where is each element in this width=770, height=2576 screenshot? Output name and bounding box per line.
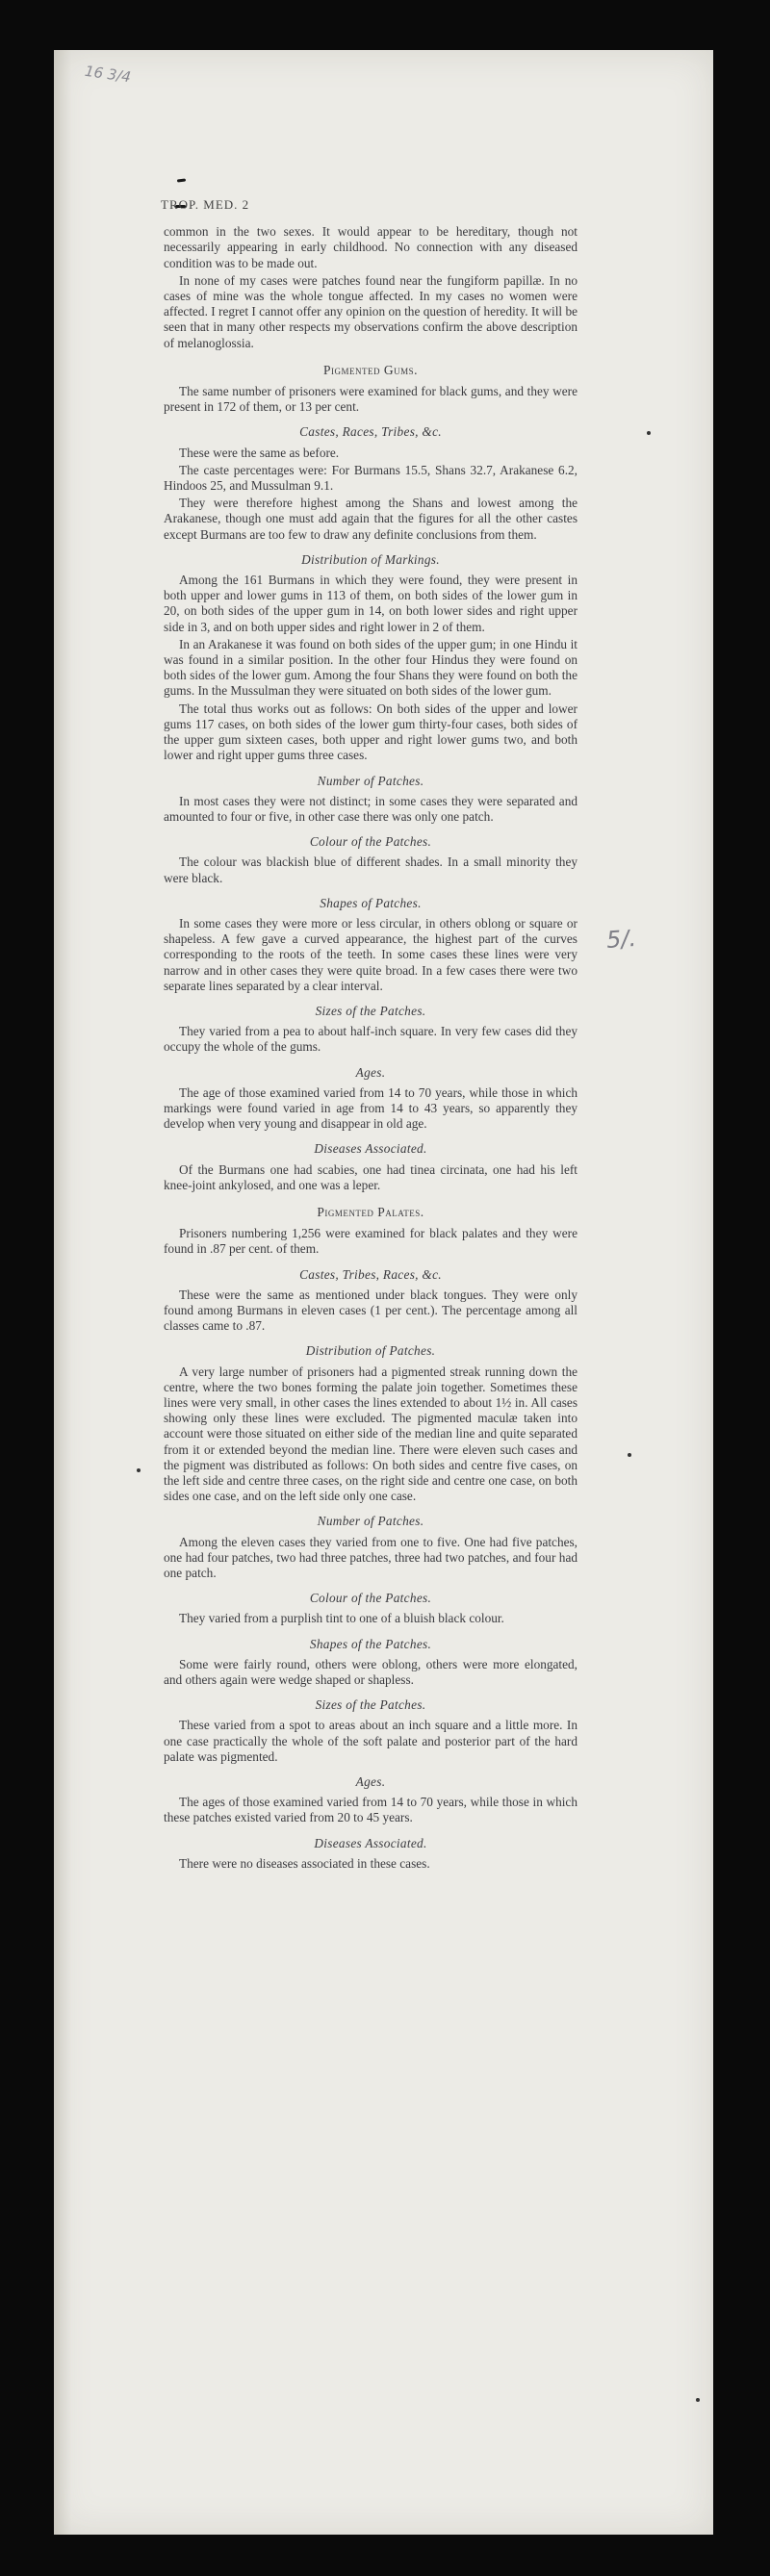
pencil-annotation-margin: 5/. — [605, 924, 637, 955]
paragraph: The caste percentages were: For Burmans 15.5, Shans 32.7, Arakanese 6.2, Hindoos 25, and Mussulman 9.1. — [164, 462, 578, 494]
speck — [647, 431, 651, 435]
pencil-annotation-reference: 16 3/4 — [83, 62, 133, 87]
speck — [628, 1453, 631, 1457]
subsection-title: Shapes of Patches. — [320, 895, 422, 910]
subsection-title: Number of Patches. — [317, 1514, 424, 1529]
text-column — [161, 197, 578, 1874]
subsection-title: Castes, Tribes, Races, &c. — [299, 1266, 442, 1282]
paragraph: Some were fairly round, others were oblong, others were more elongated, and others again were wedge shaped or shapless. — [164, 1656, 578, 1688]
ink-mark — [177, 178, 186, 182]
section-title-palates: Pigmented Palates. — [317, 1204, 424, 1219]
paragraph: These varied from a spot to areas about an inch square and a little more. In one case practically the whole of the soft palate and posterior part of the hard palate was pigmented. — [164, 1718, 578, 1764]
paragraph: The colour was blackish blue of different shades. In a small minority they were black. — [164, 854, 578, 885]
paragraph: In some cases they were more or less circular, in others oblong or square or shapeless. A few gave a curved appearance, the highest part of the curves corresponding to the roots of the teeth. In some cases these lines were very narrow and in other cases they were quite broad. In a few cases there were two separate lines separated by a clear interval. — [164, 915, 578, 993]
subsection-title: Ages. — [355, 1064, 386, 1080]
subsection-title: Castes, Races, Tribes, &c. — [299, 424, 442, 440]
paragraph: Among the 161 Burmans in which they were found, they were present in both upper and lower gums in 113 of them, on both sides of the lower gum in 20, on both sides of the upper gum in 14, on both lower sides and right upper side in 3, and on both upper sides and right lower in 2 of them. — [164, 573, 578, 634]
paragraph: These were the same as before. — [179, 445, 340, 460]
paragraph: They varied from a pea to about half-inch square. In very few cases did they occupy the whole of the gums. — [164, 1024, 578, 1055]
section-title-gums: Pigmented Gums. — [322, 362, 418, 377]
subsection-title: Colour of the Patches. — [309, 1591, 432, 1606]
speck — [137, 1468, 141, 1472]
paragraph: In most cases they were not distinct; in some cases they were separated and amounted to four or five, in other case there was only one patch. — [164, 793, 578, 824]
subsection-title: Diseases Associated. — [314, 1141, 427, 1157]
paragraph: Of the Burmans one had scabies, one had tinea circinata, one had his left knee-joint ankylosed, and one was a leper. — [164, 1161, 578, 1192]
page-header: TROP. MED. 2 — [161, 197, 250, 212]
paragraph: There were no diseases associated in these cases. — [179, 1855, 430, 1871]
paragraph: The age of those examined varied from 14 to 70 years, while those in which markings were found varied in age from 14 to 43 years, so apparently they develop when very young and disappear in old age. — [164, 1084, 578, 1132]
subsection-title: Distribution of Patches. — [305, 1343, 436, 1359]
subsection-title: Shapes of the Patches. — [309, 1636, 432, 1651]
paragraph: The same number of prisoners were examined for black gums, and they were present in 172 of them, or 13 per cent. — [164, 384, 578, 415]
subsection-title: Sizes of the Patches. — [315, 1697, 426, 1713]
paragraph: These were the same as mentioned under black tongues. They were only found among Burmans in eleven cases (1 per cent.). The percentage among all classes came to .87. — [164, 1287, 578, 1334]
paragraph: They were therefore highest among the Shans and lowest among the Arakanese, though one must add again that the figures for all the other castes except Burmans are too few to draw any definite conclusions from them. — [164, 496, 578, 542]
subsection-title: Number of Patches. — [317, 773, 424, 788]
paragraph: common in the two sexes. It would appear to be hereditary, though not necessarily appearing in early childhood. No connection with any diseased condition was to be made out. — [164, 224, 578, 270]
subsection-title: Distribution of Markings. — [301, 551, 440, 567]
paragraph: A very large number of prisoners had a pigmented streak running down the centre, where the two bones forming the palate join together. Sometimes these lines were very small, in other cases the lines extended to about 1½ in. All cases showing only these lines were excluded. The pigmented maculæ taken into account were those situated on either side of the median line and quite separated from it or extended beyond the median line. There were eleven such cases and the pigment was distributed as follows: On both sides and centre five cases, on the left side and centre three cases, on the right side and centre one case, on both sides one case, and on the left side only one case. — [164, 1364, 578, 1504]
subsection-title: Diseases Associated. — [314, 1835, 427, 1850]
subsection-title: Sizes of the Patches. — [315, 1003, 426, 1018]
subsection-title: Colour of the Patches. — [309, 834, 432, 850]
paragraph: The ages of those examined varied from 14 to 70 years, while those in which these patches existed varied from 20 to 45 years. — [164, 1795, 578, 1825]
paragraph: They varied from a purplish tint to one of a bluish black colour. — [179, 1611, 504, 1626]
paragraph: In none of my cases were patches found near the fungiform papillæ. In no cases of mine was the whole tongue affected. In my cases no women were affected. I regret I cannot offer any opinion on the question of heredity. It will be seen that in many other respects my observations confirm the above description of melanoglossia. — [164, 272, 578, 350]
paragraph: Prisoners numbering 1,256 were examined for black palates and they were found in .87 per cent. of them. — [164, 1226, 578, 1257]
paragraph: Among the eleven cases they varied from one to five. One had five patches, one had four patches, two had three patches, three had two patches, and four had one patch. — [164, 1534, 578, 1581]
paragraph: In an Arakanese it was found on both sides of the upper gum; in one Hindu it was found in a similar position. In the other four Hindus they were found on both sides of the lower gum. Among the four Shans they were found on both the gums. In the Mussulman they were situated on both sides of the lower gum. — [164, 636, 578, 699]
subsection-title: Ages. — [355, 1774, 386, 1790]
speck — [696, 2398, 700, 2402]
paragraph: The total thus works out as follows: On both sides of the upper and lower gums 117 cases, on both sides of the lower gum thirty-four cases, both sides of the upper gum sixteen cases, both upper and right lower gums two, and both lower and right upper gums three cases. — [164, 701, 578, 763]
